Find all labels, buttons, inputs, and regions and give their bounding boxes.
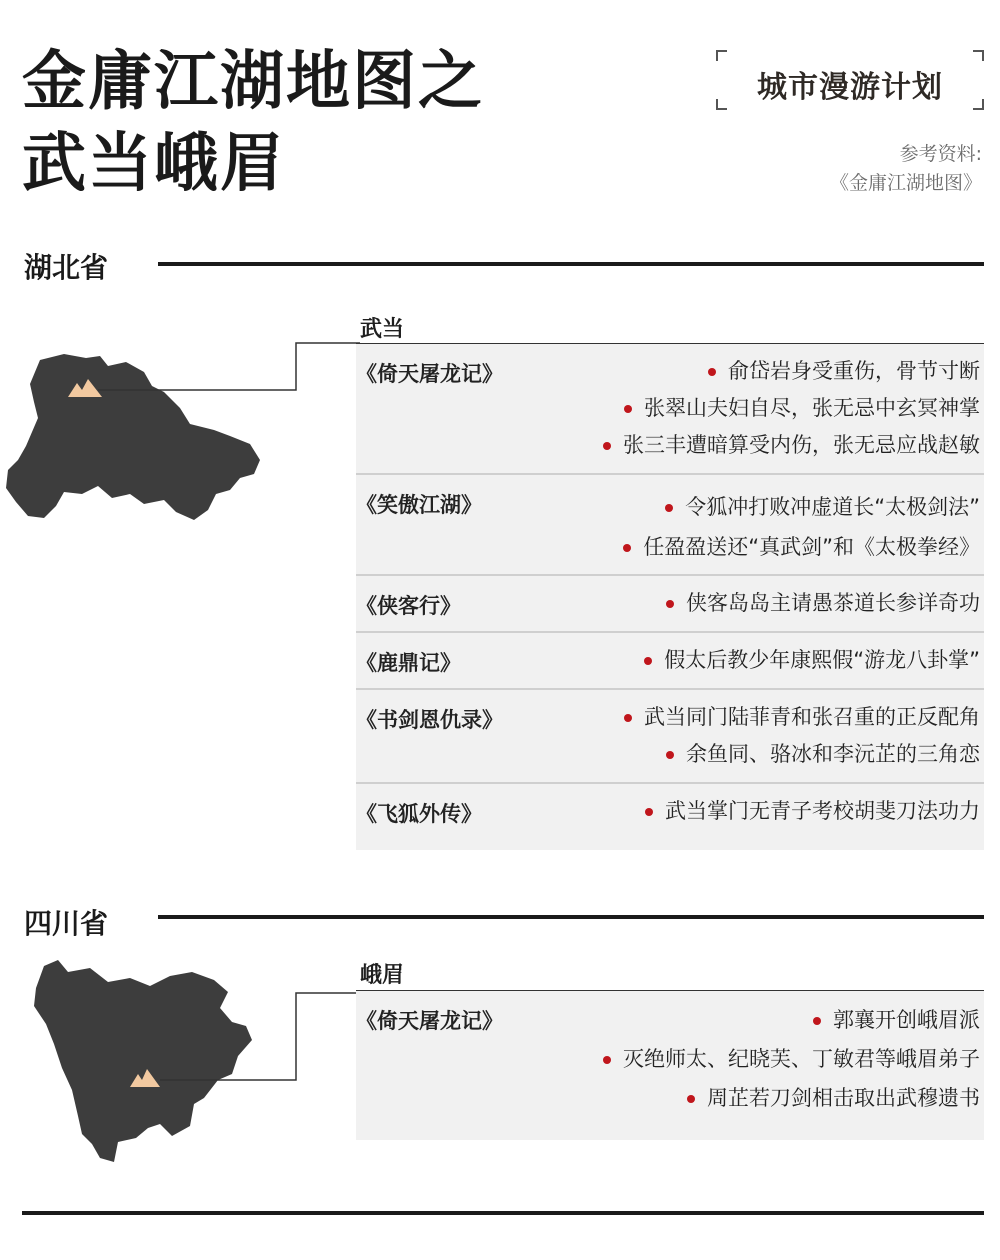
- emei-events-panel: [356, 991, 984, 1140]
- province-rule-hubei: [158, 262, 984, 266]
- list-item: 令狐冲打败冲虚道长“太极剑法”: [356, 487, 980, 527]
- hubei-connector-line: [98, 340, 360, 394]
- emei-mountain-icon: [130, 1068, 160, 1088]
- list-item: 郭襄开创峨眉派: [356, 1001, 980, 1040]
- list-item: 张三丰遭暗算受内伤，张无忌应战赵敏: [356, 427, 980, 464]
- references-label: 参考资料:: [899, 143, 982, 165]
- page-title-line2: 武当峨眉: [22, 127, 286, 201]
- place-name-wudang: 武当: [360, 312, 404, 349]
- book-title: 《倚天屠龙记》: [356, 362, 503, 386]
- sichuan-connector-line: [160, 990, 360, 1084]
- list-item: 张翠山夫妇自尽，张无忌中玄冥神掌: [356, 390, 980, 427]
- bullet-dot-icon: [624, 714, 632, 722]
- list-item: 侠客岛岛主请愚茶道长参详奇功: [356, 585, 980, 622]
- bullet-dot-icon: [708, 368, 716, 376]
- wudang-events-panel: [356, 344, 984, 850]
- bullet-dot-icon: [665, 504, 673, 512]
- bullet-dot-icon: [644, 657, 652, 665]
- list-item: 俞岱岩身受重伤，骨节寸断: [356, 353, 980, 390]
- bullet-dot-icon: [645, 808, 653, 816]
- list-item: 周芷若刀剑相击取出武穆遗书: [356, 1079, 980, 1118]
- list-item: 武当同门陆菲青和张召重的正反配角: [356, 699, 980, 736]
- place-name-emei: 峨眉: [360, 958, 404, 995]
- province-rule-sichuan: [158, 915, 984, 919]
- list-item: 任盈盈送还“真武剑”和《太极拳经》: [356, 527, 980, 567]
- book-title: 《书剑恩仇录》: [356, 708, 503, 732]
- list-item: 武当掌门无青子考校胡斐刀法功力: [356, 793, 980, 830]
- bullet-dot-icon: [603, 442, 611, 450]
- table-row: [356, 784, 984, 850]
- list-item: 灭绝师太、纪晓芙、丁敏君等峨眉弟子: [356, 1040, 980, 1079]
- references-source: 《金庸江湖地图》: [829, 172, 982, 194]
- book-title: 《侠客行》: [356, 594, 461, 618]
- references: [830, 140, 982, 198]
- table-row: [356, 344, 984, 475]
- bullet-dot-icon: [666, 600, 674, 608]
- table-row: [356, 633, 984, 690]
- table-row: [356, 991, 984, 1140]
- list-item: 余鱼同、骆冰和李沅芷的三角恋: [356, 736, 980, 773]
- bullet-dot-icon: [666, 751, 674, 759]
- bullet-dot-icon: [603, 1056, 611, 1064]
- bullet-dot-icon: [624, 405, 632, 413]
- brand-logo-text: 城市漫游计划: [757, 70, 943, 105]
- brand-logo: [716, 50, 984, 110]
- book-title: 《鹿鼎记》: [356, 651, 461, 675]
- bullet-dot-icon: [813, 1017, 821, 1025]
- bullet-dot-icon: [687, 1095, 695, 1103]
- province-label-hubei: 湖北省: [24, 251, 109, 284]
- book-title: 《倚天屠龙记》: [356, 1009, 503, 1033]
- bullet-dot-icon: [623, 544, 631, 552]
- bottom-rule: [22, 1211, 984, 1215]
- table-row: [356, 690, 984, 784]
- book-title: 《飞狐外传》: [356, 802, 482, 826]
- list-item: 假太后教少年康熙假“游龙八卦掌”: [356, 642, 980, 679]
- wudang-mountain-icon: [68, 378, 102, 398]
- table-row: [356, 475, 984, 576]
- page-title-line1: 金庸江湖地图之: [22, 45, 484, 119]
- table-row: [356, 576, 984, 633]
- province-label-sichuan: 四川省: [24, 907, 109, 940]
- book-title: 《笑傲江湖》: [356, 493, 482, 517]
